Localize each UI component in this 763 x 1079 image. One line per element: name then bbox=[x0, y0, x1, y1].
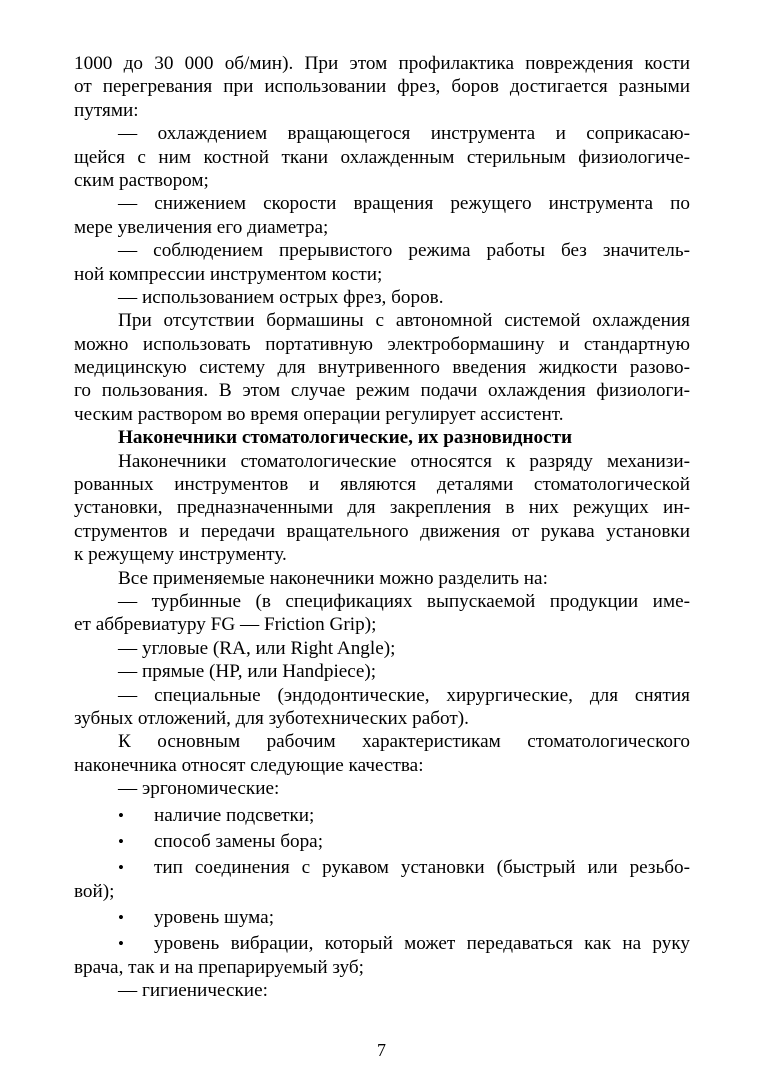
bullet-icon: • bbox=[118, 908, 124, 928]
page-number: 7 bbox=[377, 1040, 386, 1060]
text-line: вой); bbox=[74, 880, 115, 902]
text-line: наконечника относят следующие качества: bbox=[74, 754, 424, 776]
list-item-dash: — охлаждением вращающегося инструмента и соприкасаю- bbox=[118, 123, 690, 145]
list-item-dash: — гигиенические: bbox=[118, 980, 268, 1002]
section-heading: Наконечники стоматологические, их разновидности bbox=[118, 427, 573, 449]
text-line: 1000 до 30 000 об/мин). При этом профилактика повреждения кости bbox=[74, 53, 690, 74]
bullet-text: тип соединения с рукавом установки (быстрый или резьбо- bbox=[154, 857, 690, 879]
text-line: рованных инструментов и являются деталями стоматологической bbox=[74, 474, 690, 496]
bullet-item bbox=[74, 804, 690, 827]
text-line: мере увеличения его диаметра; bbox=[74, 216, 329, 238]
list-item-dash: — специальные (эндодонтические, хирургические, для снятия bbox=[118, 684, 690, 706]
text-line: к режущему инструменту. bbox=[74, 544, 287, 566]
bullet-text: способ замены бора; bbox=[154, 830, 324, 852]
list-item-dash: — соблюдением прерывистого режима работы без значитель- bbox=[118, 240, 690, 262]
bullet-item bbox=[74, 830, 690, 853]
bullet-text: уровень вибрации, который может передаваться как на руку bbox=[154, 933, 690, 955]
list-item-dash: — прямые (HP, или Handpiece); bbox=[118, 661, 377, 683]
text-line: от перегревания при использовании фрез, боров достигается разными bbox=[74, 76, 690, 98]
bullet-item bbox=[74, 906, 690, 929]
list-item-dash: — эргономические: bbox=[118, 778, 280, 800]
text-line: щейся с ним костной ткани охлажденным стерильным физиологиче- bbox=[74, 146, 690, 168]
text-line: установки, предназначенными для закрепления в них режущих ин- bbox=[74, 497, 690, 519]
paragraph-first-line: Наконечники стоматологические относятся к разряду механизи- bbox=[118, 450, 690, 472]
bullet-icon: • bbox=[118, 934, 124, 954]
list-item-dash: — использованием острых фрез, боров. bbox=[118, 286, 444, 308]
text-line: струментов и передачи вращательного движения от рукава установки bbox=[74, 520, 690, 542]
bullet-icon: • bbox=[118, 831, 124, 851]
bullet-icon: • bbox=[118, 858, 124, 878]
text-line: медицинскую систему для внутривенного введения жидкости разово- bbox=[74, 357, 690, 379]
list-item-dash: — турбинные (в спецификациях выпускаемой продукции име- bbox=[118, 590, 690, 612]
paragraph-first-line: К основным рабочим характеристикам стоматологического bbox=[118, 731, 690, 753]
text-line: ческим раствором во время операции регулирует ассистент. bbox=[74, 403, 564, 425]
bullet-text: уровень шума; bbox=[154, 907, 275, 929]
bullet-text: наличие подсветки; bbox=[154, 804, 315, 826]
bullet-item bbox=[74, 856, 690, 879]
page-text bbox=[74, 52, 690, 1003]
list-item-dash: — снижением скорости вращения режущего инструмента по bbox=[118, 193, 690, 215]
paragraph-first-line: Все применяемые наконечники можно разделить на: bbox=[118, 567, 548, 589]
list-item-dash: — угловые (RA, или Right Angle); bbox=[118, 637, 396, 659]
text-line: го пользования. В этом случае режим подачи охлаждения физиологи- bbox=[74, 380, 690, 402]
text-line: ной компрессии инструментом кости; bbox=[74, 263, 383, 285]
text-line: можно использовать портативную электробормашину и стандартную bbox=[74, 333, 690, 355]
text-line: ет аббревиатуру FG — Friction Grip); bbox=[74, 614, 377, 636]
text-line: врача, так и на препарируемый зуб; bbox=[74, 956, 364, 978]
text-line: ским раствором; bbox=[74, 169, 209, 191]
paragraph-first-line: При отсутствии бормашины с автономной системой охлаждения bbox=[118, 310, 690, 332]
bullet-icon: • bbox=[118, 805, 124, 825]
bullet-item bbox=[74, 932, 690, 955]
text-line: путями: bbox=[74, 99, 139, 121]
text-line: зубных отложений, для зуботехнических работ). bbox=[74, 707, 469, 729]
